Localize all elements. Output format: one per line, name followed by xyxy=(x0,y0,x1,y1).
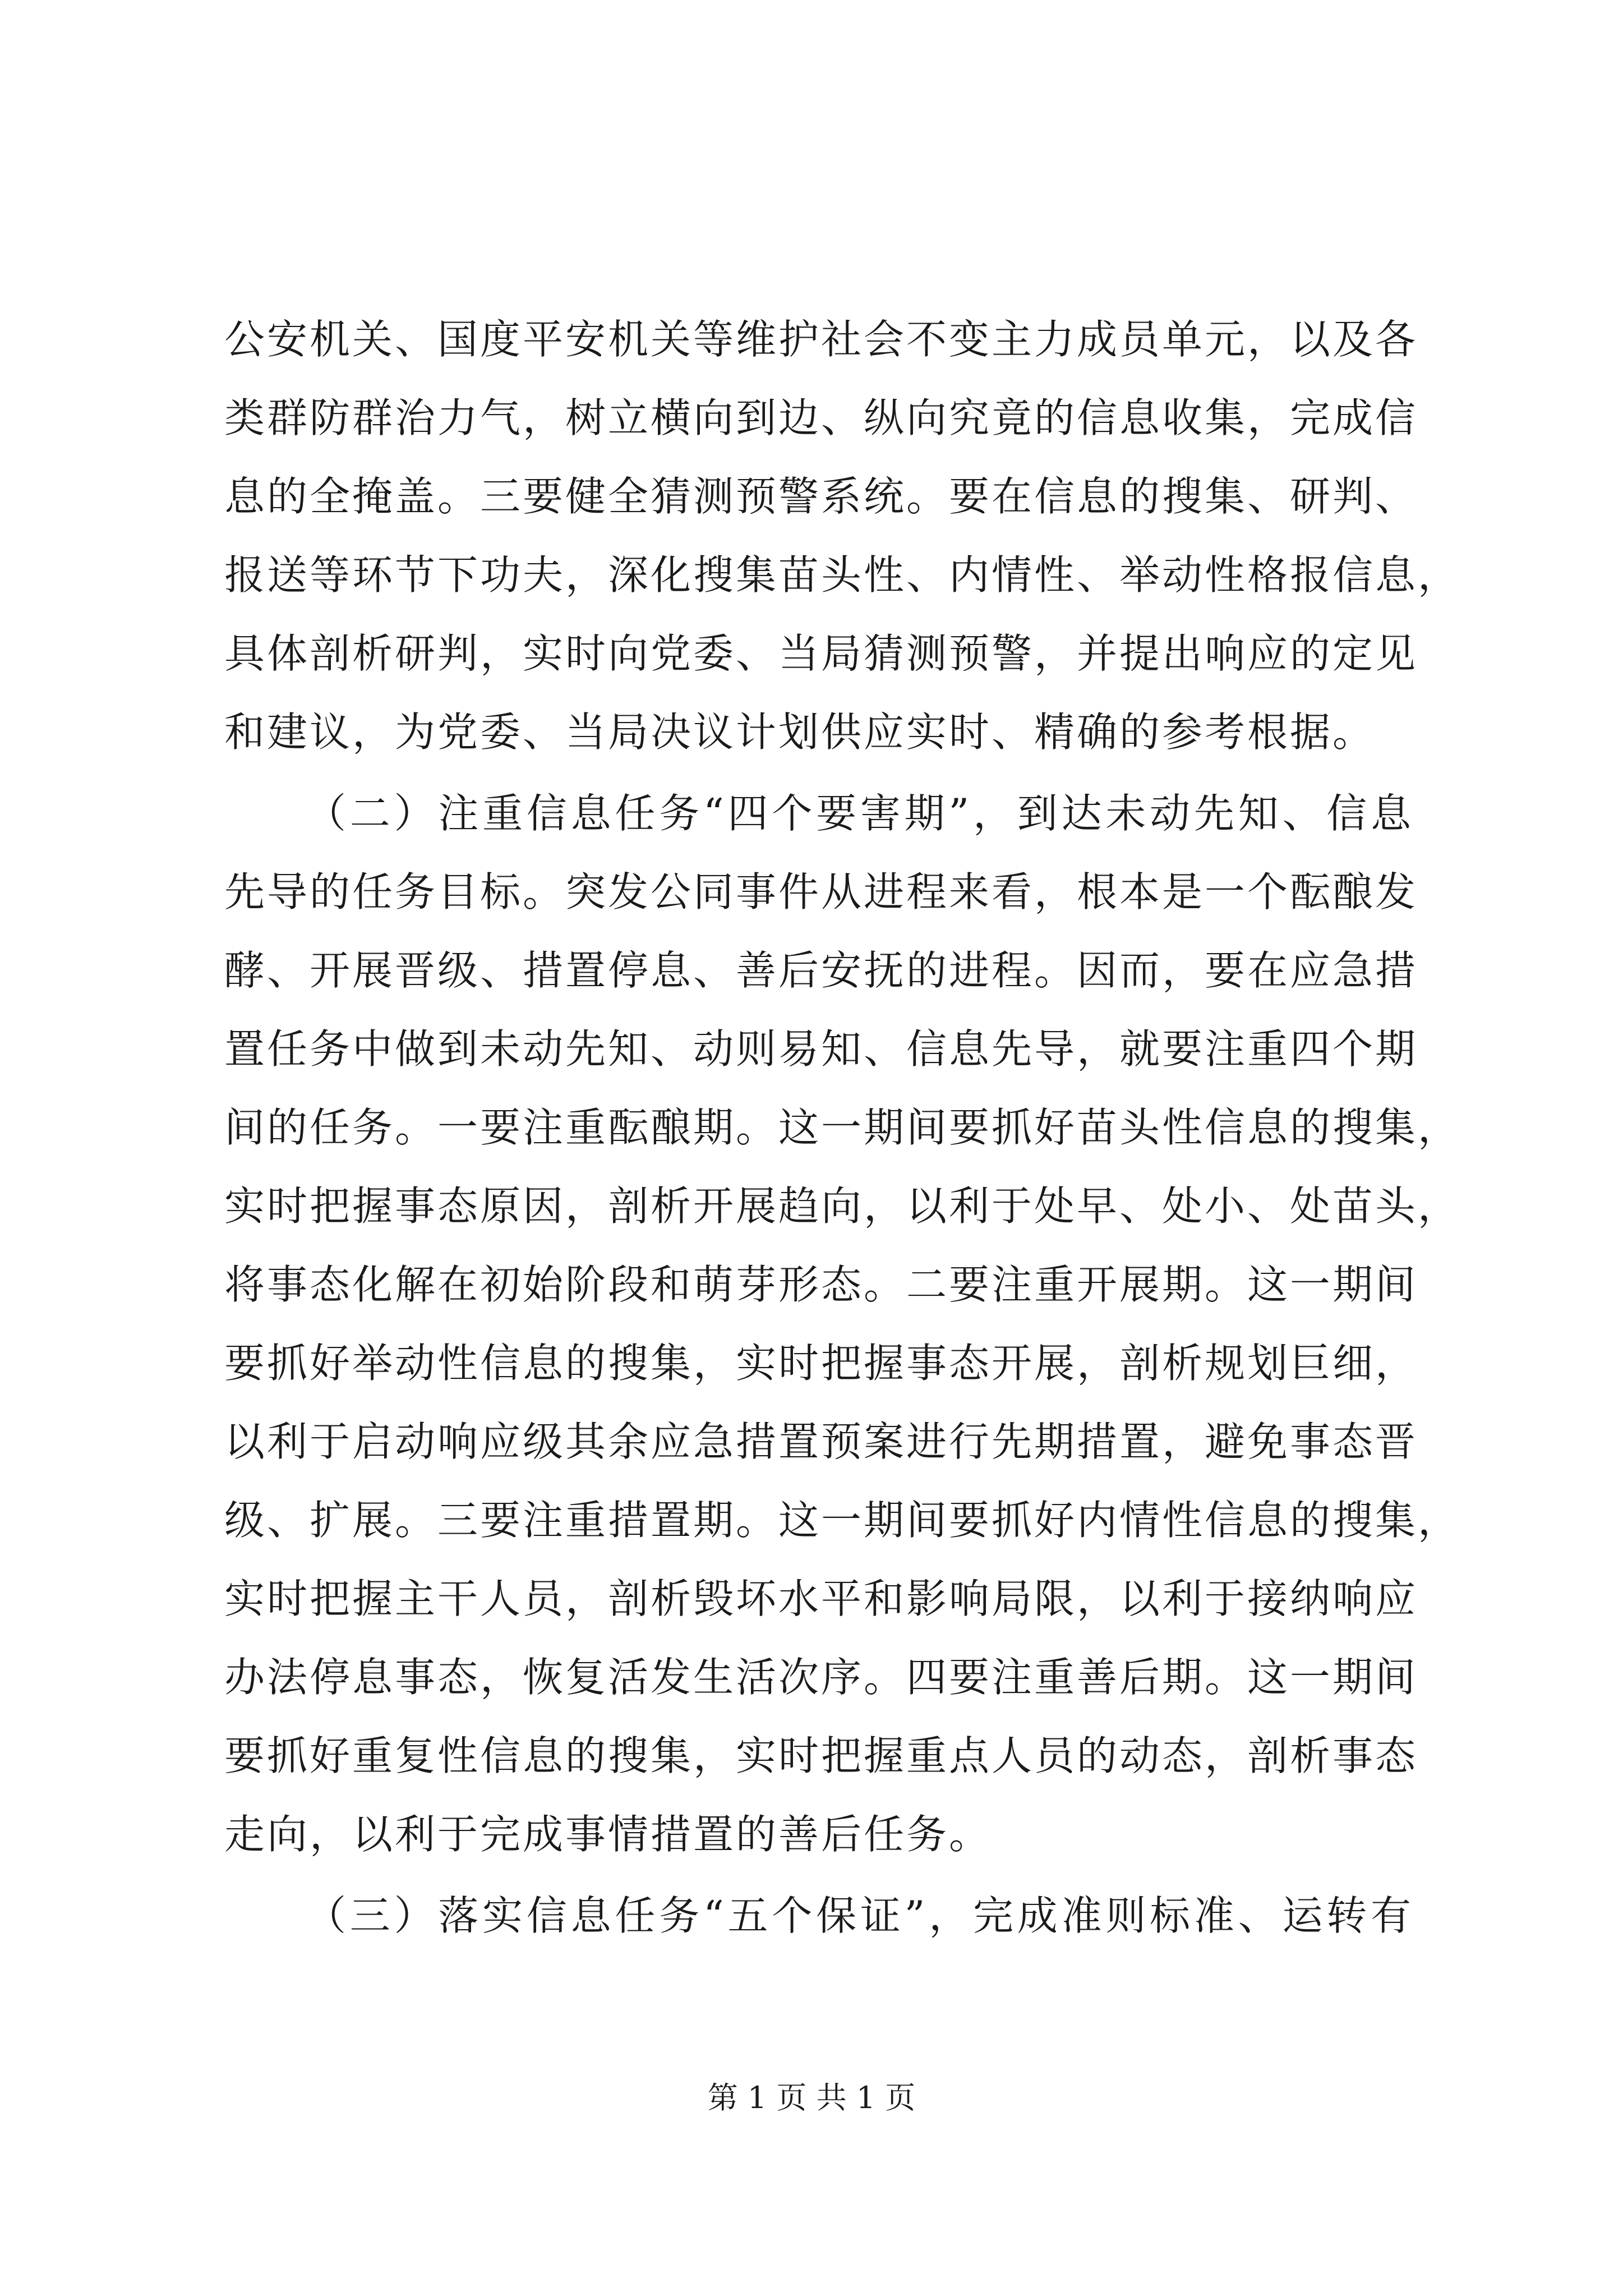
text-line: 具体剖析研判，实时向党委、当局猜测预警，并提出响应的定见 xyxy=(224,630,1418,677)
text-line: 实时把握主干人员，剖析毁坏水平和影响局限，以利于接纳响应 xyxy=(224,1575,1418,1622)
text-line: 间的任务。一要注重酝酿期。这一期间要抓好苗头性信息的搜集， xyxy=(224,1104,1461,1151)
text-line: 息的全掩盖。三要健全猜测预警系统。要在信息的搜集、研判、 xyxy=(224,473,1418,520)
text-line: 置任务中做到未动先知、动则易知、信息先导，就要注重四个期 xyxy=(224,1025,1418,1073)
paragraph-heading-line: （二）注重信息任务“四个要害期”，到达未动先知、信息 xyxy=(306,790,1413,837)
text-line: 以利于启动响应级其余应急措置预案进行先期措置，避免事态晋 xyxy=(224,1418,1418,1465)
text-line: 和建议，为党委、当局决议计划供应实时、精确的参考根据。 xyxy=(224,708,1376,756)
text-line: 要抓好重复性信息的搜集，实时把握重点人员的动态，剖析事态 xyxy=(224,1732,1418,1779)
page-footer: 第 1 页 共 1 页 xyxy=(707,2080,916,2115)
text-line: 办法停息事态，恢复活发生活次序。四要注重善后期。这一期间 xyxy=(224,1654,1418,1701)
text-line: 级、扩展。三要注重措置期。这一期间要抓好内情性信息的搜集， xyxy=(224,1497,1461,1544)
text-line: 走向，以利于完成事情措置的善后任务。 xyxy=(224,1811,992,1858)
text-line: 类群防群治力气，树立横向到边、纵向究竟的信息收集，完成信 xyxy=(224,394,1418,441)
text-line: 公安机关、国度平安机关等维护社会不变主力成员单元，以及各 xyxy=(224,316,1418,363)
text-line: 酵、开展晋级、措置停息、善后安抚的进程。因而，要在应急措 xyxy=(224,947,1418,994)
text-line: 将事态化解在初始阶段和萌芽形态。二要注重开展期。这一期间 xyxy=(224,1261,1418,1308)
text-line: 实时把握事态原因，剖析开展趋向，以利于处早、处小、处苗头， xyxy=(224,1182,1461,1230)
paragraph-heading-line: （三）落实信息任务“五个保证”，完成准则标准、运转有 xyxy=(306,1892,1413,1939)
text-line: 要抓好举动性信息的搜集，实时把握事态开展，剖析规划巨细， xyxy=(224,1340,1418,1387)
text-line: 先导的任务目标。突发公同事件从进程来看，根本是一个酝酿发 xyxy=(224,868,1418,915)
text-line: 报送等环节下功夫，深化搜集苗头性、内情性、举动性格报信息， xyxy=(224,551,1461,599)
